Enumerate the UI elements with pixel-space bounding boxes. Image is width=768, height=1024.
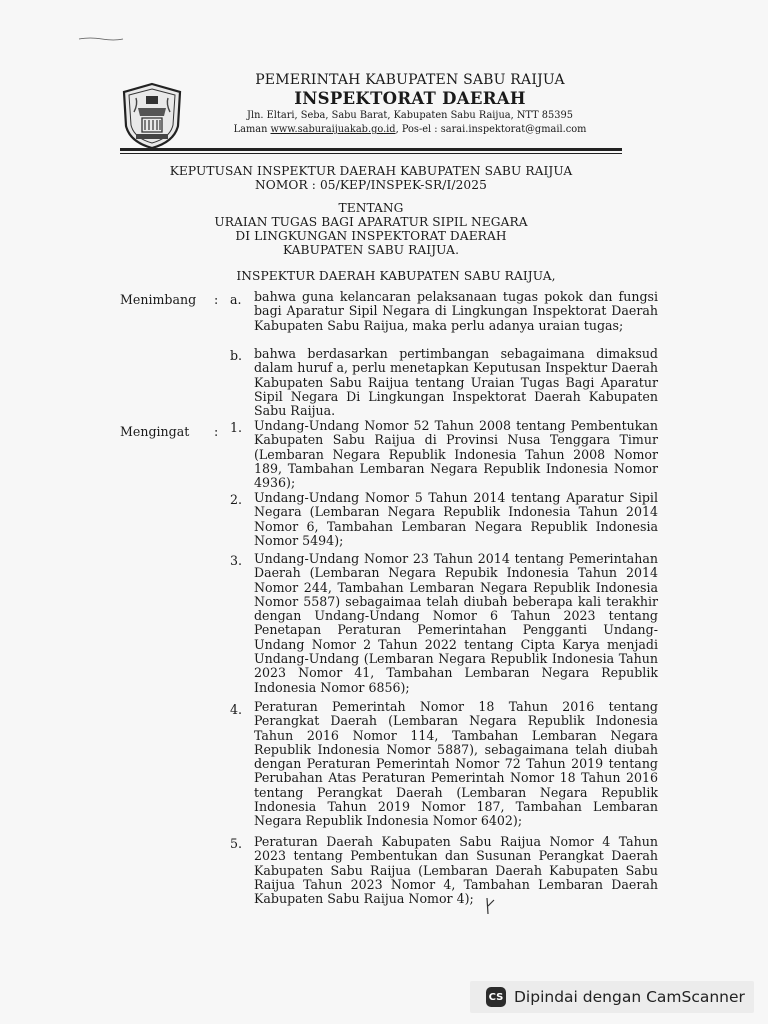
menimbang-marker-b: b. (230, 348, 243, 363)
menimbang-label: Menimbang (120, 292, 197, 307)
decree-subject-line-2: DI LINGKUNGAN INSPEKTORAT DAERAH (235, 229, 507, 243)
letterhead (210, 72, 610, 137)
letterhead-rule-thick (120, 148, 622, 151)
pen-scribble-mark (78, 36, 124, 42)
agency-address: Jln. Eltari, Seba, Sabu Barat, Kabupaten Sabu Raijua, NTT 85395 (247, 110, 573, 121)
mengingat-colon: : (214, 424, 219, 439)
menimbang-colon: : (214, 292, 219, 307)
agency-name: INSPEKTORAT DAERAH (294, 89, 526, 108)
letterhead-rule-thin (120, 153, 622, 154)
camscanner-icon: CS (486, 987, 506, 1007)
menimbang-item-a: bahwa guna kelancaran pelaksanaan tugas pokok dan fungsi bagi Aparatur Sipil Negara di Lingkungan Inspektorat Daerah Kabupaten Sabu Raijua, maka perlu adanya uraian tugas; (254, 289, 658, 333)
mengingat-item-5: Peraturan Daerah Kabupaten Sabu Raijua Nomor 4 Tahun 2023 tentang Pembentukan dan Susunan Perangkat Daerah Kabupaten Sabu Raijua (Lembaran Daerah Kabupaten Sabu Raijua Tahun 2023 Nomor 4, Tambahan Lembaran Daerah Kabupaten Sabu Raijua Nomor 4); (254, 834, 658, 907)
decree-subject-line-3: KABUPATEN SABU RAIJUA. (282, 243, 460, 257)
decree-issuer: INSPEKTUR DAERAH KABUPATEN SABU RAIJUA, (236, 269, 556, 283)
mengingat-marker-3: 3. (230, 553, 243, 568)
mengingat-label: Mengingat (120, 424, 190, 439)
menimbang-item-b: bahwa berdasarkan pertimbangan sebagaimana dimaksud dalam huruf a, perlu menetapkan Keputusan Inspektur Daerah Kabupaten Sabu Raijua tentang Uraian Tugas Bagi Aparatur Sipil Negara Di Lingkungan Inspektorat Daerah Kabupaten Sabu Raijua. (254, 346, 658, 419)
camscanner-watermark (470, 981, 754, 1013)
mengingat-item-2: Undang-Undang Nomor 5 Tahun 2014 tentang Aparatur Sipil Negara (Lembaran Negara Republik Indonesia Tahun 2014 Nomor 6, Tambahan Lembaran Negara Republik Indonesia Nomor 5494); (254, 490, 658, 548)
website-link[interactable]: www.saburaijuakab.go.id (270, 124, 396, 135)
decree-subject-line-1: URAIAN TUGAS BAGI APARATUR SIPIL NEGARA (214, 215, 528, 229)
contact-suffix: , Pos-el : sarai.inspektorat@gmail.com (395, 124, 587, 135)
camscanner-label: Dipindai dengan CamScanner (514, 988, 745, 1006)
mengingat-item-4: Peraturan Pemerintah Nomor 18 Tahun 2016 tentang Perangkat Daerah (Lembaran Negara Republik Indonesia Tahun 2016 Nomor 114, Tambahan Lembaran Negara Republik Indonesia Nomor 5887), sebagaimana telah diubah dengan Peraturan Pemerintah Nomor 72 Tahun 2019 tentang Perubahan Atas Peraturan Pemerintah Nomor 18 Tahun 2016 tentang Perangkat Daerah (Lembaran Negara Republik Indonesia Tahun 2019 Nomor 187, Tambahan Lembaran Negara Republik Indonesia Nomor 6402); (254, 699, 658, 829)
mengingat-marker-1: 1. (230, 420, 243, 435)
decree-about: TENTANG (338, 201, 404, 215)
paraf-initial-mark (484, 896, 496, 916)
mengingat-marker-4: 4. (230, 702, 243, 717)
decree-number: NOMOR : 05/KEP/INSPEK-SR/I/2025 (254, 178, 487, 192)
mengingat-item-3: Undang-Undang Nomor 23 Tahun 2014 tentang Pemerintahan Daerah (Lembaran Negara Repubik Indonesia Tahun 2014 Nomor 244, Tambahan Lembaran Negara Republik Indonesia Nomor 5587) sebagaimaa telah diubah beberapa kali terakhir dengan Undang-Undang Nomor 6 Tahun 2023 tentang Penetapan Peraturan Pemerintahan Pengganti Undang-Undang Nomor 2 Tahun 2022 tentang Cipta Karya menjadi Undang-Undang (Lembaran Negara Republik Indonesia Tahun 2023 Nomor 41, Tambahan Lembaran Negara Republik Indonesia Nomor 6856); (254, 551, 658, 695)
regency-emblem-logo (120, 82, 184, 150)
agency-contact (210, 123, 610, 137)
contact-prefix: Laman (233, 124, 271, 135)
mengingat-marker-2: 2. (230, 492, 243, 507)
decree-title: KEPUTUSAN INSPEKTUR DAERAH KABUPATEN SABU RAIJUA (169, 164, 573, 178)
menimbang-marker-a: a. (230, 292, 242, 307)
government-name: PEMERINTAH KABUPATEN SABU RAIJUA (255, 72, 565, 88)
mengingat-marker-5: 5. (230, 836, 243, 851)
mengingat-item-1: Undang-Undang Nomor 52 Tahun 2008 tentang Pembentukan Kabupaten Sabu Raijua di Provinsi Nusa Tenggara Timur (Lembaran Negara Republik Indonesia Tahun 2008 Nomor 189, Tambahan Lembaran Negara Republik Indonesia Nomor 4936); (254, 418, 658, 491)
